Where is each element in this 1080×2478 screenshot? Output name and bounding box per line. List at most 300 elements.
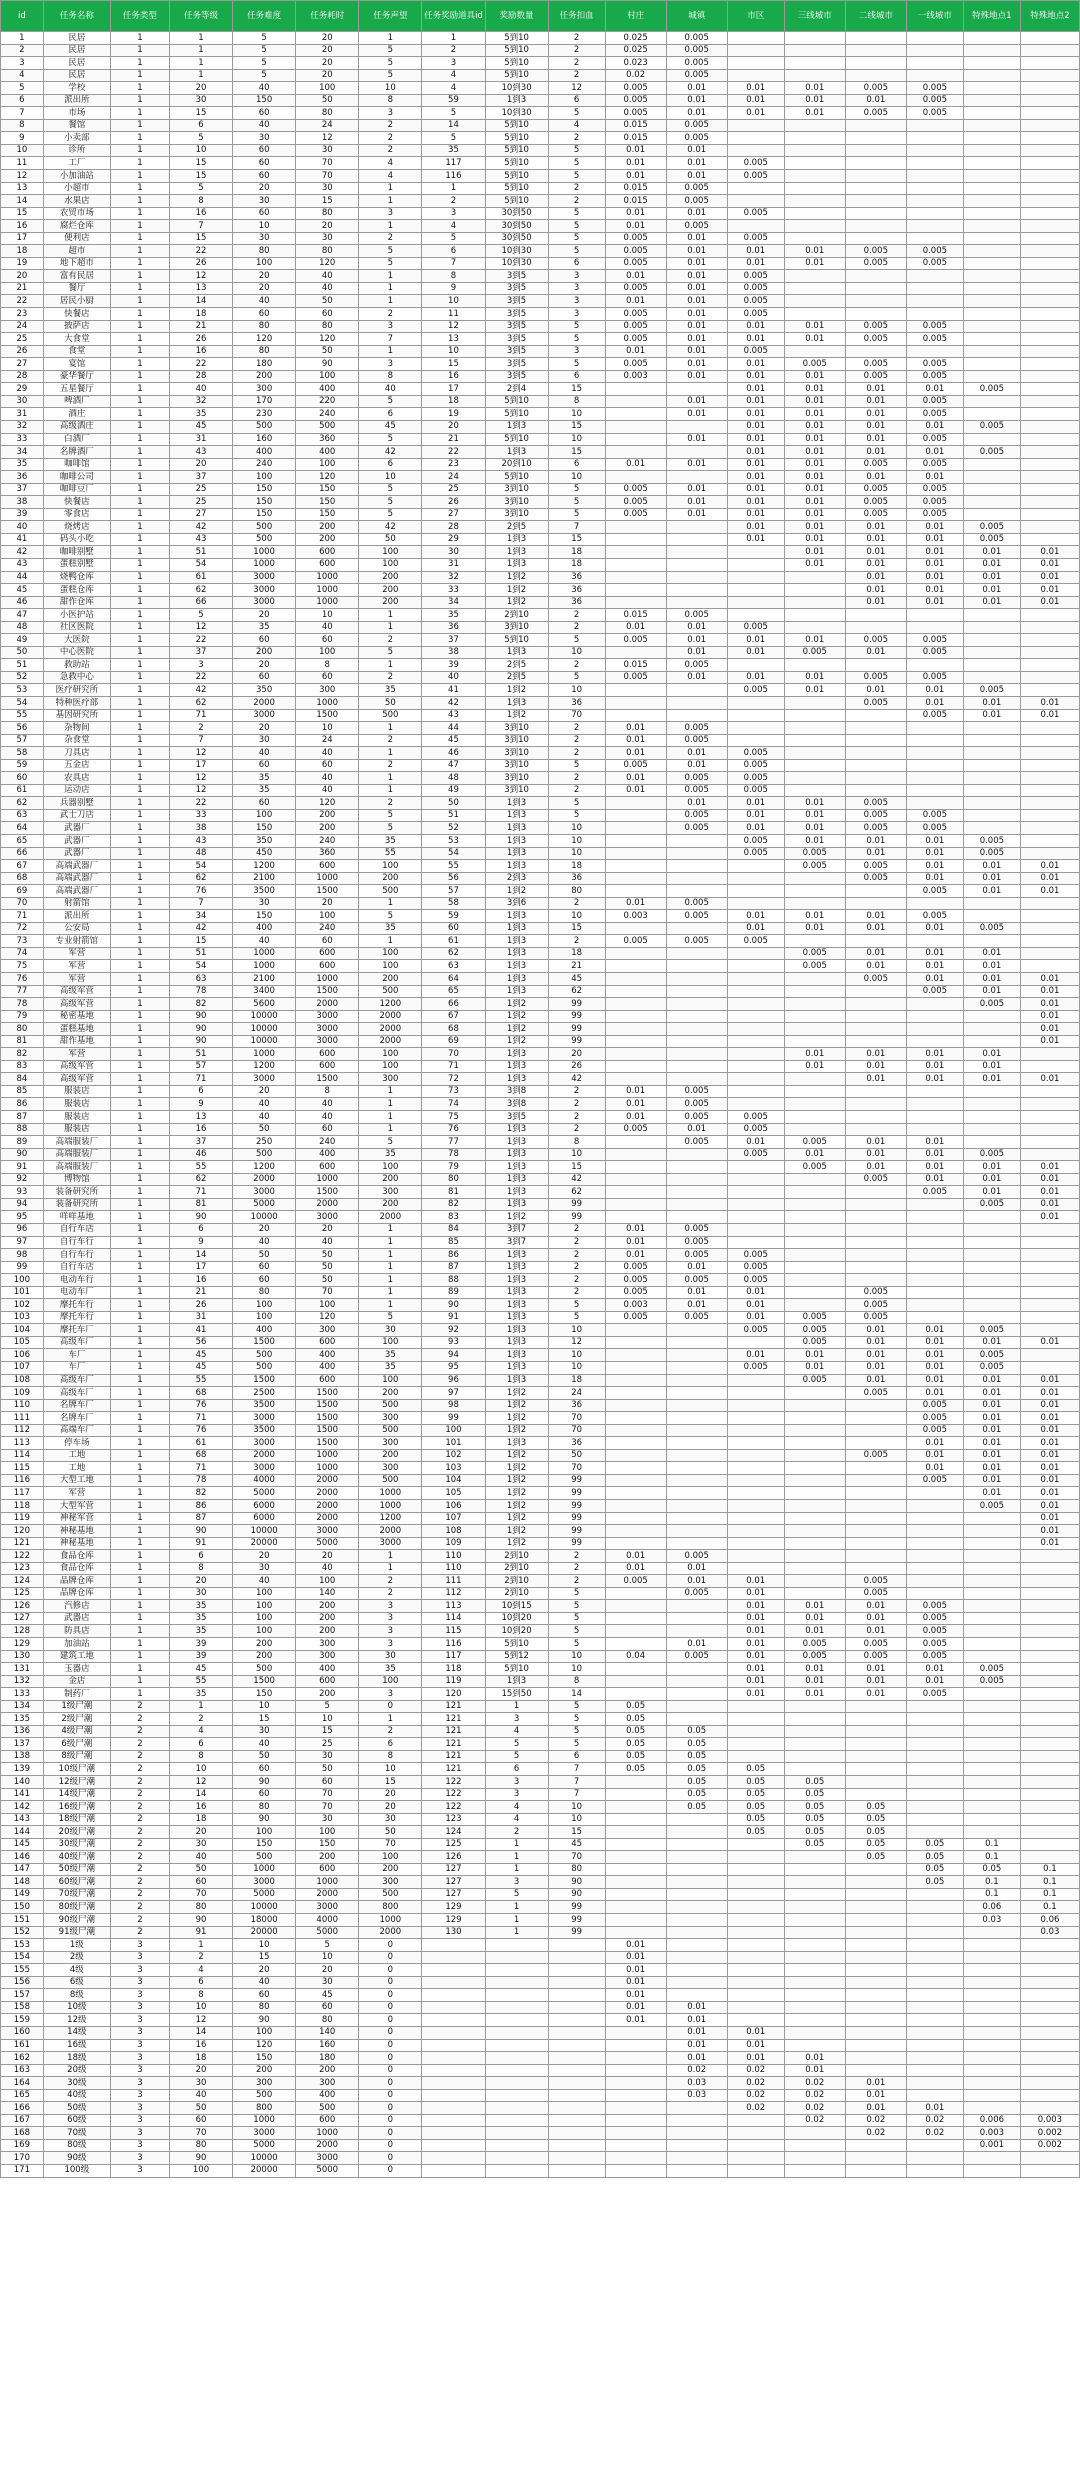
table-cell[interactable] <box>963 671 1020 684</box>
table-cell[interactable] <box>1020 621 1079 634</box>
table-cell[interactable]: 0.01 <box>727 370 784 383</box>
table-cell[interactable]: 87 <box>169 1512 232 1525</box>
table-cell[interactable]: 122 <box>1 1550 44 1563</box>
table-cell[interactable]: 30 <box>296 1750 359 1763</box>
table-cell[interactable]: 71 <box>169 1462 232 1475</box>
table-cell[interactable] <box>666 596 727 609</box>
table-cell[interactable]: 0.005 <box>906 1412 963 1425</box>
table-cell[interactable]: 36 <box>548 1437 605 1450</box>
table-cell[interactable]: 108 <box>1 1374 44 1387</box>
table-cell[interactable]: 0.01 <box>784 1148 845 1161</box>
table-cell[interactable] <box>906 1311 963 1324</box>
table-cell[interactable]: 152 <box>1 1926 44 1939</box>
table-cell[interactable] <box>963 784 1020 797</box>
table-cell[interactable] <box>963 1926 1020 1939</box>
table-cell[interactable] <box>1020 1299 1079 1312</box>
table-cell[interactable]: 58 <box>1 747 44 760</box>
table-cell[interactable]: 1 <box>110 107 169 120</box>
table-cell[interactable] <box>906 1111 963 1124</box>
table-cell[interactable] <box>845 2139 906 2152</box>
table-cell[interactable]: 0.01 <box>784 922 845 935</box>
table-cell[interactable]: 1 <box>110 1211 169 1224</box>
table-cell[interactable]: 99 <box>548 1914 605 1927</box>
table-row[interactable] <box>1 1650 1080 1663</box>
table-cell[interactable]: 99 <box>548 1487 605 1500</box>
table-cell[interactable]: 100 <box>233 1587 296 1600</box>
table-cell[interactable]: 2 <box>548 722 605 735</box>
table-cell[interactable]: 0.005 <box>845 1449 906 1462</box>
table-cell[interactable]: 咖啡别墅 <box>43 546 110 559</box>
table-cell[interactable]: 5 <box>359 395 422 408</box>
table-cell[interactable]: 36 <box>422 621 485 634</box>
table-cell[interactable] <box>906 1261 963 1274</box>
table-cell[interactable]: 0.01 <box>906 973 963 986</box>
table-cell[interactable]: 1 <box>110 308 169 321</box>
table-cell[interactable]: 5到10 <box>485 144 548 157</box>
table-cell[interactable]: 1 <box>110 1123 169 1136</box>
table-cell[interactable]: 100 <box>233 1826 296 1839</box>
table-cell[interactable]: 50 <box>296 1274 359 1287</box>
table-cell[interactable] <box>666 1161 727 1174</box>
column-header[interactable]: 任务声望 <box>359 1 422 32</box>
table-cell[interactable]: 35 <box>359 835 422 848</box>
table-cell[interactable]: 113 <box>422 1600 485 1613</box>
table-cell[interactable]: 快餐店 <box>43 308 110 321</box>
table-row[interactable] <box>1 822 1080 835</box>
table-cell[interactable]: 1 <box>110 1048 169 1061</box>
table-cell[interactable] <box>1020 170 1079 183</box>
table-cell[interactable]: 15 <box>548 1826 605 1839</box>
table-cell[interactable] <box>727 1198 784 1211</box>
table-cell[interactable]: 40 <box>233 1236 296 1249</box>
table-cell[interactable] <box>1020 308 1079 321</box>
table-cell[interactable]: 0.01 <box>1020 584 1079 597</box>
table-cell[interactable]: 0.005 <box>784 947 845 960</box>
table-cell[interactable]: 5000 <box>296 1926 359 1939</box>
table-cell[interactable] <box>845 1750 906 1763</box>
table-cell[interactable]: 200 <box>359 1449 422 1462</box>
table-cell[interactable]: 160 <box>233 433 296 446</box>
table-cell[interactable]: 0.005 <box>784 1374 845 1387</box>
table-cell[interactable]: 0.005 <box>666 220 727 233</box>
table-cell[interactable]: 0.005 <box>906 1688 963 1701</box>
table-cell[interactable] <box>784 1211 845 1224</box>
table-cell[interactable]: 0.01 <box>845 1336 906 1349</box>
table-cell[interactable]: 97 <box>1 1236 44 1249</box>
table-cell[interactable]: 400 <box>233 446 296 459</box>
table-cell[interactable]: 0.05 <box>784 1801 845 1814</box>
table-cell[interactable]: 0.01 <box>727 2039 784 2052</box>
table-cell[interactable]: 1 <box>359 747 422 760</box>
table-cell[interactable]: 49 <box>1 634 44 647</box>
table-cell[interactable]: 12 <box>169 2014 232 2027</box>
table-cell[interactable]: 60 <box>422 922 485 935</box>
table-row[interactable] <box>1 1587 1080 1600</box>
table-cell[interactable]: 0.01 <box>845 533 906 546</box>
table-row[interactable] <box>1 308 1080 321</box>
table-cell[interactable]: 1500 <box>296 985 359 998</box>
table-cell[interactable]: 80级 <box>43 2139 110 2152</box>
table-cell[interactable]: 25 <box>169 496 232 509</box>
table-cell[interactable]: 2 <box>1 44 44 57</box>
table-cell[interactable] <box>784 1512 845 1525</box>
table-cell[interactable]: 121 <box>422 1725 485 1738</box>
table-cell[interactable]: 70 <box>169 1888 232 1901</box>
table-cell[interactable] <box>605 533 666 546</box>
table-cell[interactable]: 1 <box>110 910 169 923</box>
table-cell[interactable] <box>906 308 963 321</box>
table-cell[interactable]: 0.01 <box>1020 1399 1079 1412</box>
table-cell[interactable]: 1到3 <box>485 1186 548 1199</box>
table-cell[interactable] <box>963 2001 1020 2014</box>
table-cell[interactable]: 3 <box>548 295 605 308</box>
table-cell[interactable]: 0.01 <box>605 458 666 471</box>
table-cell[interactable]: 1500 <box>296 709 359 722</box>
table-cell[interactable]: 98 <box>422 1399 485 1412</box>
table-cell[interactable]: 甜作仓库 <box>43 596 110 609</box>
table-cell[interactable]: 0 <box>359 1976 422 1989</box>
table-cell[interactable] <box>906 1587 963 1600</box>
table-cell[interactable] <box>784 722 845 735</box>
table-cell[interactable] <box>963 1826 1020 1839</box>
table-cell[interactable]: 30 <box>359 1813 422 1826</box>
table-cell[interactable]: 35 <box>359 1663 422 1676</box>
table-cell[interactable]: 130 <box>1 1650 44 1663</box>
table-cell[interactable]: 3000 <box>296 1901 359 1914</box>
table-cell[interactable]: 72 <box>1 922 44 935</box>
table-cell[interactable]: 高端服装厂 <box>43 1161 110 1174</box>
table-cell[interactable] <box>963 119 1020 132</box>
table-cell[interactable]: 0.005 <box>845 822 906 835</box>
table-cell[interactable]: 1 <box>359 32 422 45</box>
table-cell[interactable] <box>666 835 727 848</box>
table-cell[interactable]: 2 <box>169 1951 232 1964</box>
table-cell[interactable] <box>963 1550 1020 1563</box>
table-cell[interactable]: 5 <box>296 1939 359 1952</box>
table-cell[interactable]: 200 <box>359 1198 422 1211</box>
table-cell[interactable]: 25 <box>169 483 232 496</box>
table-cell[interactable]: 1到3 <box>485 1675 548 1688</box>
table-cell[interactable] <box>784 1525 845 1538</box>
table-cell[interactable] <box>666 2102 727 2115</box>
table-cell[interactable] <box>1020 1274 1079 1287</box>
table-cell[interactable]: 90 <box>169 1211 232 1224</box>
table-cell[interactable]: 20 <box>233 659 296 672</box>
table-cell[interactable]: 0 <box>359 2077 422 2090</box>
table-cell[interactable]: 5000 <box>296 2164 359 2177</box>
table-cell[interactable]: 0.01 <box>666 433 727 446</box>
table-row[interactable] <box>1 157 1080 170</box>
table-cell[interactable]: 0.01 <box>605 1562 666 1575</box>
table-cell[interactable]: 0.005 <box>906 634 963 647</box>
table-cell[interactable]: 61 <box>1 784 44 797</box>
table-cell[interactable]: 0.01 <box>666 320 727 333</box>
table-cell[interactable]: 1000 <box>296 1173 359 1186</box>
table-cell[interactable]: 0.005 <box>963 684 1020 697</box>
table-cell[interactable] <box>666 471 727 484</box>
table-cell[interactable]: 0.01 <box>845 1600 906 1613</box>
table-cell[interactable]: 2000 <box>296 1512 359 1525</box>
table-cell[interactable]: 1 <box>110 847 169 860</box>
table-cell[interactable]: 32 <box>169 395 232 408</box>
table-cell[interactable] <box>906 1537 963 1550</box>
table-cell[interactable] <box>666 1826 727 1839</box>
table-cell[interactable]: 1到2 <box>485 709 548 722</box>
table-cell[interactable]: 131 <box>1 1663 44 1676</box>
table-cell[interactable] <box>963 345 1020 358</box>
table-cell[interactable]: 40 <box>296 1111 359 1124</box>
table-cell[interactable]: 制药厂 <box>43 1688 110 1701</box>
table-cell[interactable] <box>1020 345 1079 358</box>
table-cell[interactable]: 5 <box>233 44 296 57</box>
table-cell[interactable]: 115 <box>1 1462 44 1475</box>
table-cell[interactable]: 45 <box>169 420 232 433</box>
table-cell[interactable] <box>906 282 963 295</box>
table-cell[interactable]: 10 <box>548 408 605 421</box>
table-cell[interactable] <box>727 2127 784 2140</box>
table-cell[interactable]: 0.03 <box>666 2089 727 2102</box>
table-cell[interactable]: 蛋糕基地 <box>43 1023 110 1036</box>
table-cell[interactable]: 40 <box>233 935 296 948</box>
table-cell[interactable] <box>963 747 1020 760</box>
table-cell[interactable]: 2 <box>110 1826 169 1839</box>
table-cell[interactable]: 0.005 <box>727 1148 784 1161</box>
table-cell[interactable]: 20 <box>296 1223 359 1236</box>
table-cell[interactable]: 55 <box>422 860 485 873</box>
table-cell[interactable]: 1 <box>110 759 169 772</box>
table-row[interactable] <box>1 471 1080 484</box>
table-cell[interactable] <box>784 132 845 145</box>
table-cell[interactable]: 83 <box>422 1211 485 1224</box>
table-cell[interactable]: 0.01 <box>727 1299 784 1312</box>
table-cell[interactable] <box>666 1851 727 1864</box>
table-cell[interactable]: 600 <box>296 860 359 873</box>
table-cell[interactable]: 57 <box>169 1060 232 1073</box>
table-cell[interactable] <box>548 2039 605 2052</box>
table-cell[interactable]: 大食堂 <box>43 333 110 346</box>
table-cell[interactable]: 2000 <box>359 1035 422 1048</box>
table-cell[interactable]: 18级 <box>43 2052 110 2065</box>
table-cell[interactable] <box>963 1750 1020 1763</box>
table-cell[interactable] <box>666 1951 727 1964</box>
table-cell[interactable]: 16 <box>169 345 232 358</box>
table-row[interactable] <box>1 1299 1080 1312</box>
table-cell[interactable] <box>963 1299 1020 1312</box>
table-cell[interactable]: 0.01 <box>784 82 845 95</box>
table-cell[interactable]: 90 <box>548 1876 605 1889</box>
table-cell[interactable] <box>1020 1575 1079 1588</box>
table-cell[interactable]: 1500 <box>296 1437 359 1450</box>
table-cell[interactable]: 12 <box>548 82 605 95</box>
column-header[interactable]: 任务等级 <box>169 1 232 32</box>
table-cell[interactable]: 3 <box>110 2014 169 2027</box>
table-row[interactable] <box>1 998 1080 1011</box>
table-cell[interactable]: 45 <box>359 420 422 433</box>
table-cell[interactable]: 106 <box>422 1499 485 1512</box>
table-cell[interactable]: 3 <box>359 1600 422 1613</box>
table-cell[interactable] <box>1020 2014 1079 2027</box>
table-cell[interactable] <box>906 784 963 797</box>
table-cell[interactable] <box>605 408 666 421</box>
table-row[interactable] <box>1 1098 1080 1111</box>
table-cell[interactable]: 60级尸潮 <box>43 1876 110 1889</box>
table-cell[interactable]: 2级尸潮 <box>43 1713 110 1726</box>
table-cell[interactable]: 0.01 <box>784 558 845 571</box>
table-cell[interactable]: 20 <box>296 57 359 70</box>
table-cell[interactable] <box>422 2026 485 2039</box>
table-cell[interactable]: 0.01 <box>906 521 963 534</box>
table-cell[interactable]: 119 <box>422 1675 485 1688</box>
table-cell[interactable]: 20 <box>233 1550 296 1563</box>
table-cell[interactable]: 0.01 <box>845 408 906 421</box>
table-cell[interactable]: 7 <box>359 333 422 346</box>
table-cell[interactable]: 0.01 <box>963 696 1020 709</box>
table-cell[interactable] <box>1020 947 1079 960</box>
table-cell[interactable] <box>727 1562 784 1575</box>
table-cell[interactable]: 0.03 <box>963 1914 1020 1927</box>
table-cell[interactable]: 26 <box>548 1060 605 1073</box>
table-cell[interactable]: 0.01 <box>666 144 727 157</box>
table-cell[interactable] <box>845 1010 906 1023</box>
table-cell[interactable]: 市场 <box>43 107 110 120</box>
table-cell[interactable] <box>1020 245 1079 258</box>
table-cell[interactable] <box>605 1437 666 1450</box>
table-cell[interactable]: 0.005 <box>906 985 963 998</box>
table-cell[interactable]: 6 <box>359 1738 422 1751</box>
table-cell[interactable] <box>605 2164 666 2177</box>
table-cell[interactable]: 6 <box>169 1223 232 1236</box>
table-cell[interactable]: 0.005 <box>963 420 1020 433</box>
table-cell[interactable]: 1 <box>110 220 169 233</box>
table-cell[interactable]: 3 <box>110 2077 169 2090</box>
table-cell[interactable]: 21 <box>422 433 485 446</box>
table-cell[interactable]: 1到2 <box>485 998 548 1011</box>
table-cell[interactable] <box>485 2039 548 2052</box>
table-cell[interactable] <box>1020 1286 1079 1299</box>
table-cell[interactable]: 0.005 <box>963 533 1020 546</box>
table-cell[interactable]: 10 <box>548 433 605 446</box>
table-cell[interactable]: 143 <box>1 1813 44 1826</box>
table-cell[interactable]: 60 <box>233 1763 296 1776</box>
table-cell[interactable]: 3 <box>359 1625 422 1638</box>
table-cell[interactable] <box>727 57 784 70</box>
table-cell[interactable]: 1 <box>110 446 169 459</box>
table-cell[interactable]: 5 <box>548 1713 605 1726</box>
table-cell[interactable] <box>605 1387 666 1400</box>
table-cell[interactable] <box>666 1901 727 1914</box>
table-cell[interactable]: 60 <box>296 308 359 321</box>
table-row[interactable] <box>1 596 1080 609</box>
table-cell[interactable] <box>666 1449 727 1462</box>
table-cell[interactable]: 0.003 <box>605 910 666 923</box>
table-cell[interactable] <box>1020 521 1079 534</box>
table-row[interactable] <box>1 1525 1080 1538</box>
table-cell[interactable] <box>727 1387 784 1400</box>
table-cell[interactable]: 300 <box>296 684 359 697</box>
table-cell[interactable]: 0.01 <box>784 370 845 383</box>
table-cell[interactable] <box>963 1976 1020 1989</box>
table-cell[interactable]: 14 <box>422 119 485 132</box>
table-cell[interactable]: 3000 <box>296 2152 359 2165</box>
table-cell[interactable] <box>963 634 1020 647</box>
table-cell[interactable]: 10 <box>548 1148 605 1161</box>
table-cell[interactable]: 0.01 <box>666 797 727 810</box>
table-cell[interactable]: 自行车店 <box>43 1261 110 1274</box>
table-cell[interactable]: 500 <box>359 1424 422 1437</box>
table-cell[interactable] <box>784 596 845 609</box>
table-cell[interactable] <box>485 2014 548 2027</box>
table-cell[interactable]: 0.005 <box>784 960 845 973</box>
table-row[interactable] <box>1 2052 1080 2065</box>
table-cell[interactable]: 0.005 <box>784 646 845 659</box>
table-cell[interactable]: 60 <box>296 1123 359 1136</box>
table-cell[interactable]: 3到10 <box>485 759 548 772</box>
table-cell[interactable]: 300 <box>359 1876 422 1889</box>
table-cell[interactable]: 81 <box>422 1186 485 1199</box>
table-cell[interactable]: 5 <box>422 132 485 145</box>
table-cell[interactable]: 3 <box>110 2089 169 2102</box>
table-cell[interactable] <box>548 1939 605 1952</box>
table-cell[interactable]: 130 <box>422 1926 485 1939</box>
table-cell[interactable]: 100 <box>359 558 422 571</box>
table-cell[interactable]: 1 <box>359 270 422 283</box>
table-cell[interactable]: 40 <box>296 784 359 797</box>
table-cell[interactable] <box>1020 195 1079 208</box>
table-cell[interactable] <box>784 282 845 295</box>
table-row[interactable] <box>1 270 1080 283</box>
table-cell[interactable]: 0.005 <box>605 1274 666 1287</box>
table-cell[interactable]: 36 <box>548 571 605 584</box>
table-cell[interactable]: 55 <box>359 847 422 860</box>
table-cell[interactable] <box>963 2102 1020 2115</box>
table-cell[interactable]: 0.01 <box>963 1161 1020 1174</box>
table-cell[interactable]: 0.01 <box>666 157 727 170</box>
column-header[interactable]: 任务扣血 <box>548 1 605 32</box>
table-cell[interactable] <box>906 1826 963 1839</box>
table-cell[interactable]: 100 <box>359 1336 422 1349</box>
table-cell[interactable]: 60 <box>296 1776 359 1789</box>
table-cell[interactable] <box>963 1964 1020 1977</box>
table-cell[interactable]: 35 <box>359 684 422 697</box>
table-row[interactable] <box>1 232 1080 245</box>
table-cell[interactable]: 2 <box>110 1876 169 1889</box>
table-cell[interactable]: 0.01 <box>605 784 666 797</box>
table-cell[interactable] <box>963 483 1020 496</box>
table-cell[interactable]: 0.01 <box>727 94 784 107</box>
table-cell[interactable]: 服装店 <box>43 1098 110 1111</box>
table-cell[interactable]: 50 <box>233 1123 296 1136</box>
table-row[interactable] <box>1 2139 1080 2152</box>
table-cell[interactable]: 300 <box>359 1412 422 1425</box>
table-cell[interactable]: 1 <box>110 935 169 948</box>
table-cell[interactable]: 25 <box>296 1738 359 1751</box>
table-cell[interactable]: 43 <box>422 709 485 722</box>
table-cell[interactable]: 0.01 <box>906 1387 963 1400</box>
table-cell[interactable]: 0 <box>359 2026 422 2039</box>
table-cell[interactable] <box>666 2139 727 2152</box>
table-cell[interactable]: 3 <box>359 320 422 333</box>
table-cell[interactable]: 200 <box>359 596 422 609</box>
table-cell[interactable]: 0.003 <box>605 1299 666 1312</box>
table-row[interactable] <box>1 1261 1080 1274</box>
table-cell[interactable]: 60 <box>1 772 44 785</box>
table-cell[interactable] <box>963 1688 1020 1701</box>
table-cell[interactable]: 0.005 <box>605 245 666 258</box>
table-cell[interactable]: 1到3 <box>485 1198 548 1211</box>
table-cell[interactable]: 53 <box>1 684 44 697</box>
table-row[interactable] <box>1 1211 1080 1224</box>
table-cell[interactable]: 1 <box>110 496 169 509</box>
